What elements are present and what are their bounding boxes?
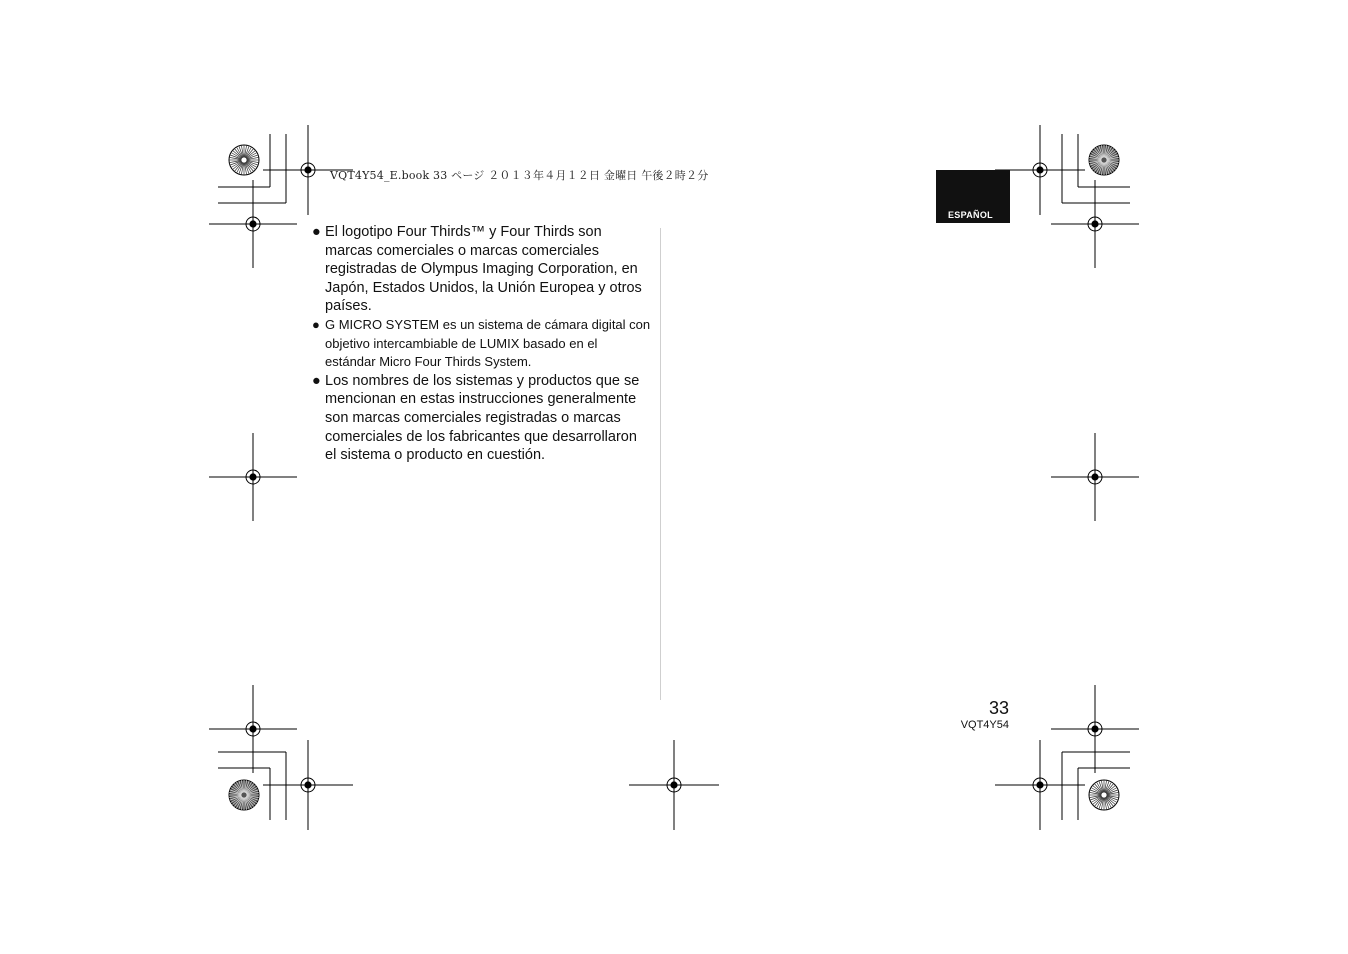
registration-target-icon [1051,685,1139,773]
list-item [311,372,651,465]
bullet-icon: ● [312,316,320,332]
language-tab-label: ESPAÑOL [948,210,993,220]
star-target-icon [229,145,259,175]
registration-target-icon [995,740,1085,830]
list-item-text: El logotipo Four Thirds™ y Four Thirds son marcas comerciales o marcas comerciales registradas de Olympus Imaging Corporation, en Japón, Estados Unidos, la Unión Europea y otros países. [325,224,642,315]
star-target-icon [1089,145,1119,175]
list-item [311,316,651,372]
model-code: VQT4Y54 [960,719,1009,731]
column-divider [660,228,661,700]
registration-target-icon [209,180,297,268]
registration-target-icon [1051,433,1139,521]
registration-target-icon [629,740,719,830]
page-number: 33 [988,698,1009,718]
book-file-header: VQT4Y54_E.book 33 ページ ２０１３年４月１２日 金曜日 午後２時２分 [330,169,709,182]
registration-target-icon [209,433,297,521]
language-tab [936,170,1010,223]
bullet-icon: ● [312,224,321,240]
list-item-text: Los nombres de los sistemas y productos que se mencionan en estas instrucciones generalmente son marcas comerciales registradas o marcas comerciales de los fabricantes que desarrollaron el sistema o producto en cuestión. [325,372,640,464]
registration-target-icon [209,685,297,773]
registration-target-icon [263,740,353,830]
registration-target-icon [1051,180,1139,268]
star-target-icon [1089,780,1119,810]
trademark-notes-list [311,223,651,465]
list-item-text: G MICRO SYSTEM es un sistema de cámara digital con objetivo intercambiable de LUMIX basado en el estándar Micro Four Thirds System. [325,316,651,370]
list-item [311,223,651,316]
star-target-icon [229,780,259,810]
bullet-icon: ● [312,372,321,389]
